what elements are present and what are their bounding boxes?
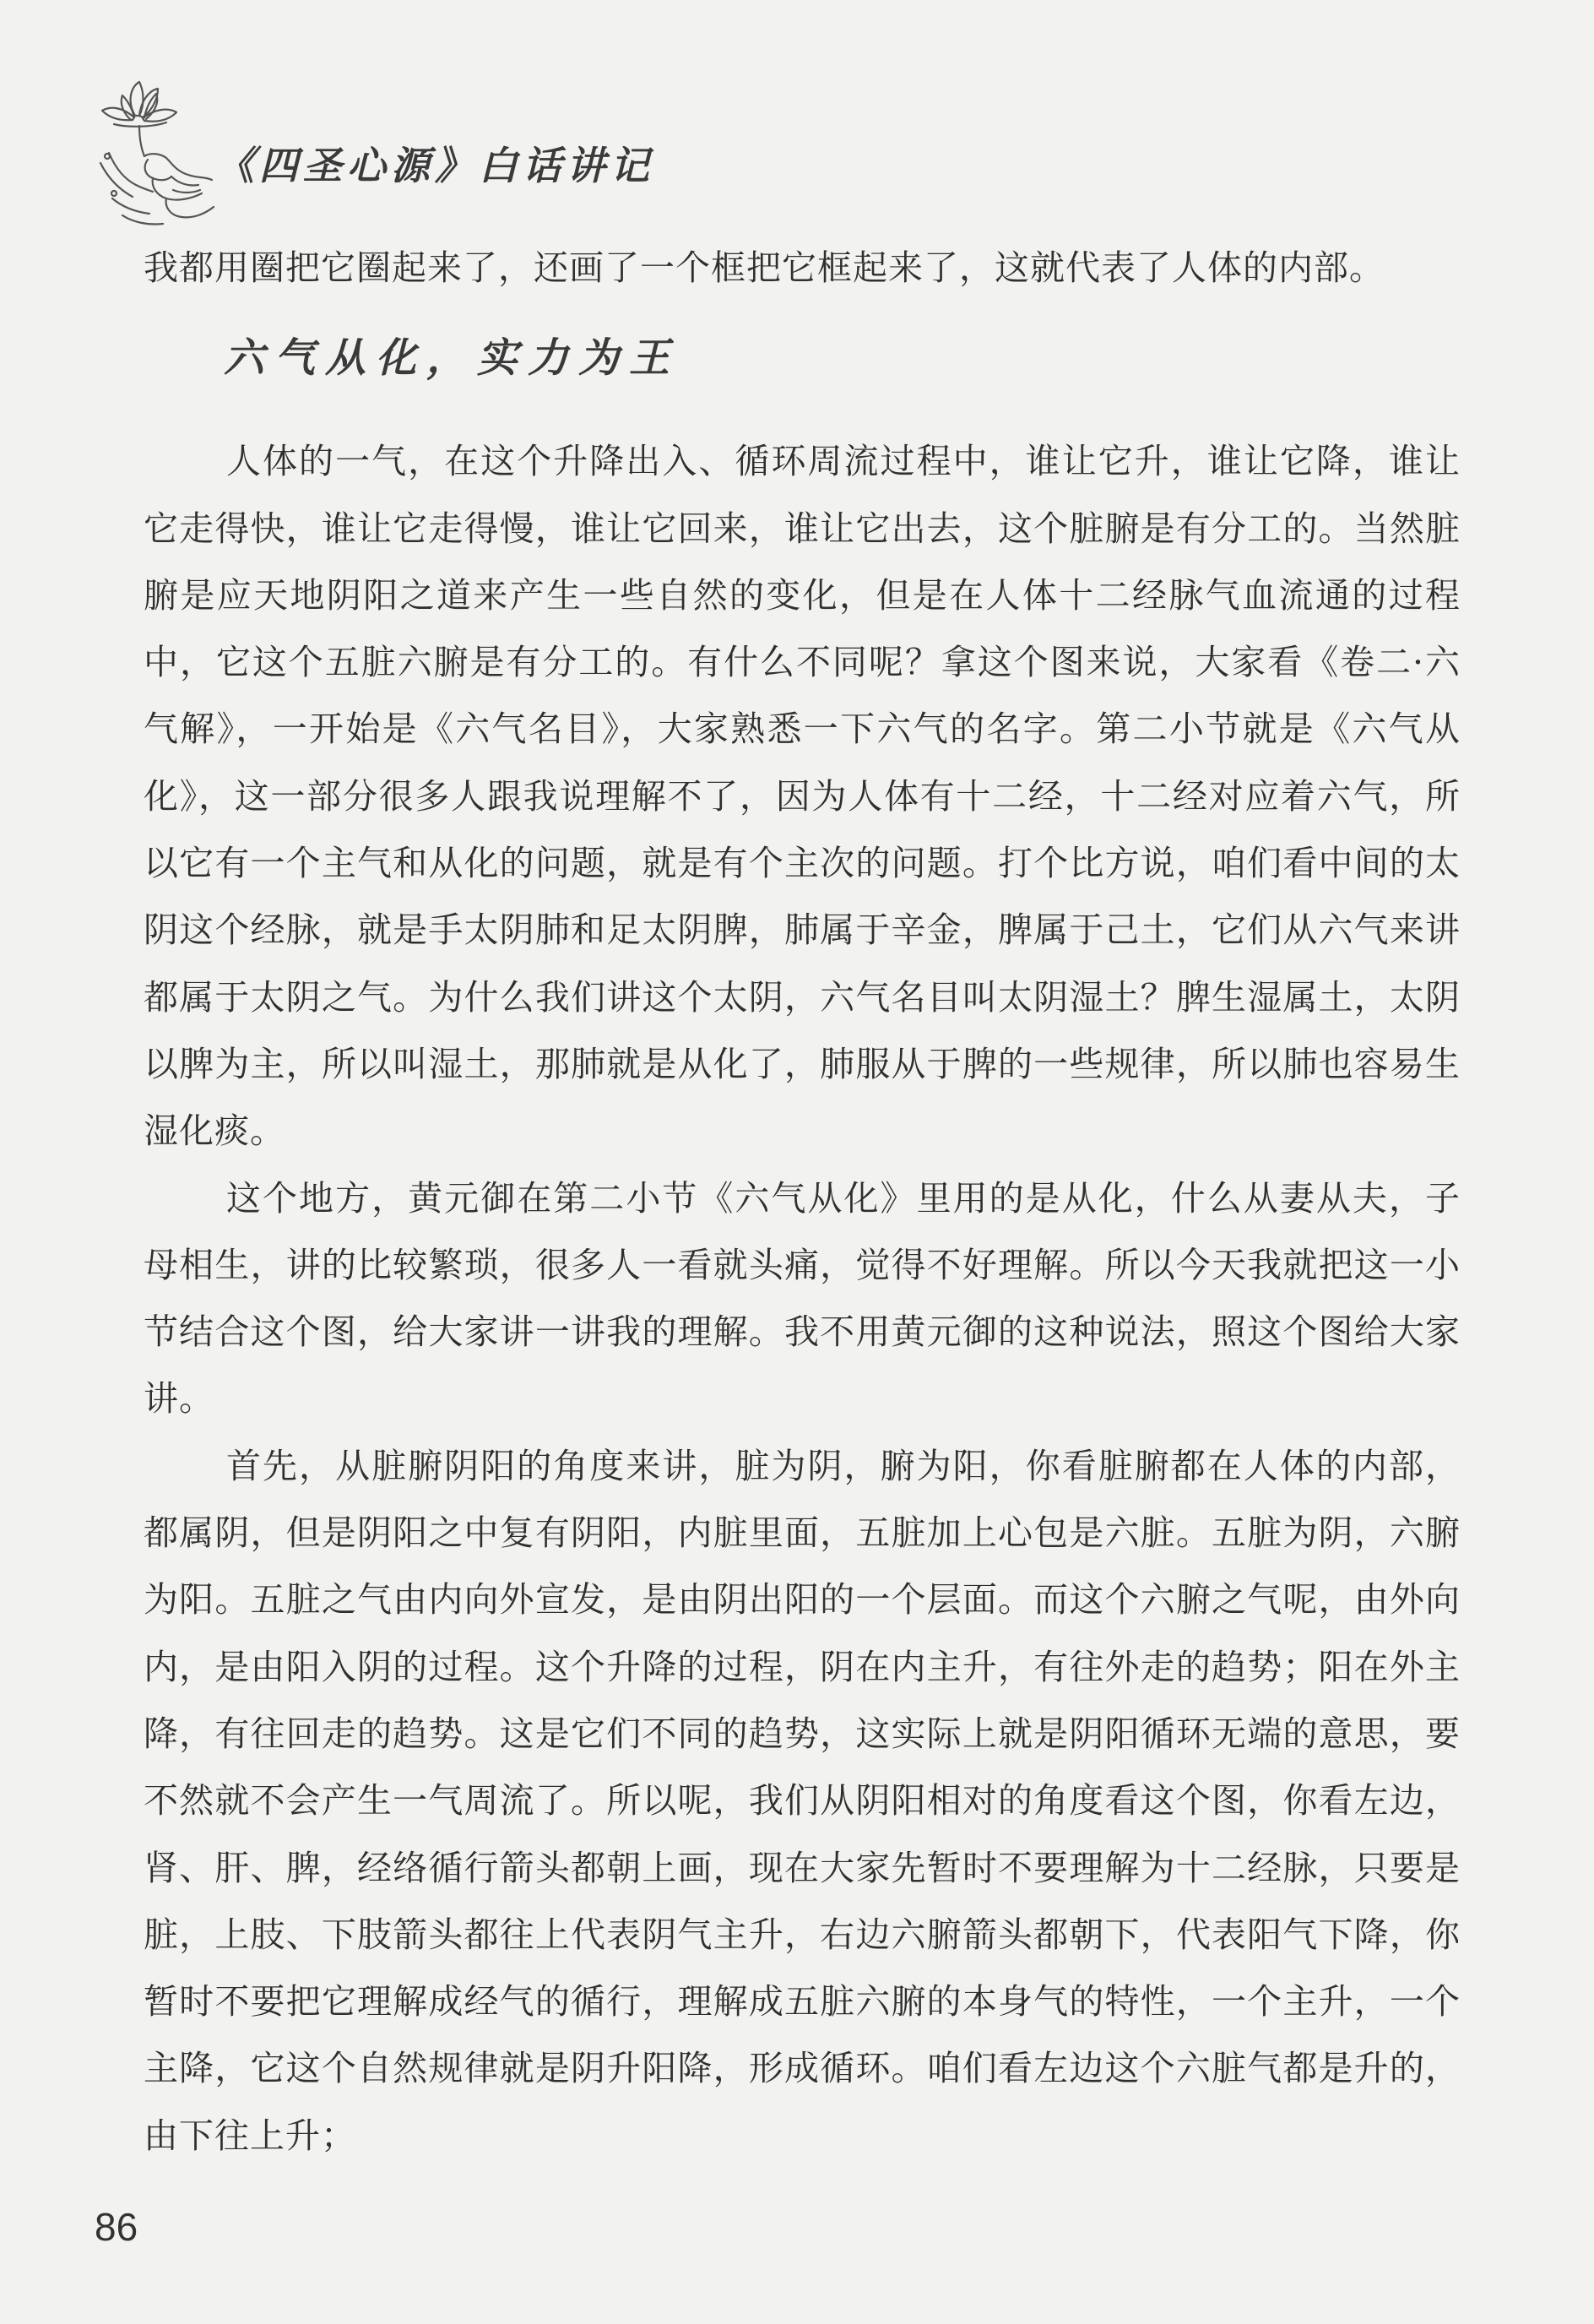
book-title: 《四圣心源》白话讲记 (215, 143, 654, 188)
section-heading: 六气从化，实力为王 (224, 334, 680, 383)
paragraph: 人体的一气，在这个升降出入、循环周流过程中，谁让它升，谁让它降，谁让它走得快，谁让它走得慢，谁让它回来，谁让它出去，这个脏腑是有分工的。当然脏腑是应天地阴阳之道来产生一些自然的变化，但是在人体十二经脉气血流通的过程中，它这个五脏六腑是有分工的。有什么不同呢？拿这个图来说，大家看《卷二·六气解》，一开始是《六气名目》，大家熟悉一下六气的名字。第二小节就是《六气从化》，这一部分很多人跟我说理解不了，因为人体有十二经，十二经对应着六气，所以它有一个主气和从化的问题，就是有个主次的问题。打个比方说，咱们看中间的太阴这个经脉，就是手太阴肺和足太阴脾，肺属于辛金，脾属于己土，它们从六气来讲都属于太阴之气。为什么我们讲这个太阴，六气名目叫太阴湿土？脾生湿属土，太阴以脾为主，所以叫湿土，那肺就是从化了，肺服从于脾的一些规律，所以肺也容易生湿化痰。 (144, 441, 1461, 1152)
page-number: 86 (95, 2205, 138, 2249)
page-header (89, 72, 680, 232)
paragraph-continued: 我都用圈把它圈起来了，还画了一个框把它框起来了，这就代表了人体的内部。 (144, 247, 1385, 288)
lotus-hand-icon (89, 72, 232, 232)
page-content (144, 235, 1461, 2169)
paragraph: 首先，从脏腑阴阳的角度来讲，脏为阴，腑为阳，你看脏腑都在人体的内部，都属阴，但是阴阳之中复有阴阳，内脏里面，五脏加上心包是六脏。五脏为阴，六腑为阳。五脏之气由内向外宣发，是由阴出阳的一个层面。而这个六腑之气呢，由外向内，是由阳入阴的过程。这个升降的过程，阴在内主升，有往外走的趋势；阳在外主降，有往回走的趋势。这是它们不同的趋势，这实际上就是阴阳循环无端的意思，要不然就不会产生一气周流了。所以呢，我们从阴阳相对的角度看这个图，你看左边，肾、肝、脾，经络循行箭头都朝上画，现在大家先暂时不要理解为十二经脉，只要是脏，上肢、下肢箭头都往上代表阴气主升，右边六腑箭头都朝下，代表阳气下降，你暂时不要把它理解成经气的循行，理解成五脏六腑的本身气的特性，一个主升，一个主降，它这个自然规律就是阴升阳降，形成循环。咱们看左边这个六脏气都是升的，由下往上升； (144, 1445, 1461, 2156)
paragraph: 这个地方，黄元御在第二小节《六气从化》里用的是从化，什么从妻从夫，子母相生，讲的比较繁琐，很多人一看就头痛，觉得不好理解。所以今天我就把这一小节结合这个图，给大家讲一讲我的理解。我不用黄元御的这种说法，照这个图给大家讲。 (144, 1177, 1461, 1420)
